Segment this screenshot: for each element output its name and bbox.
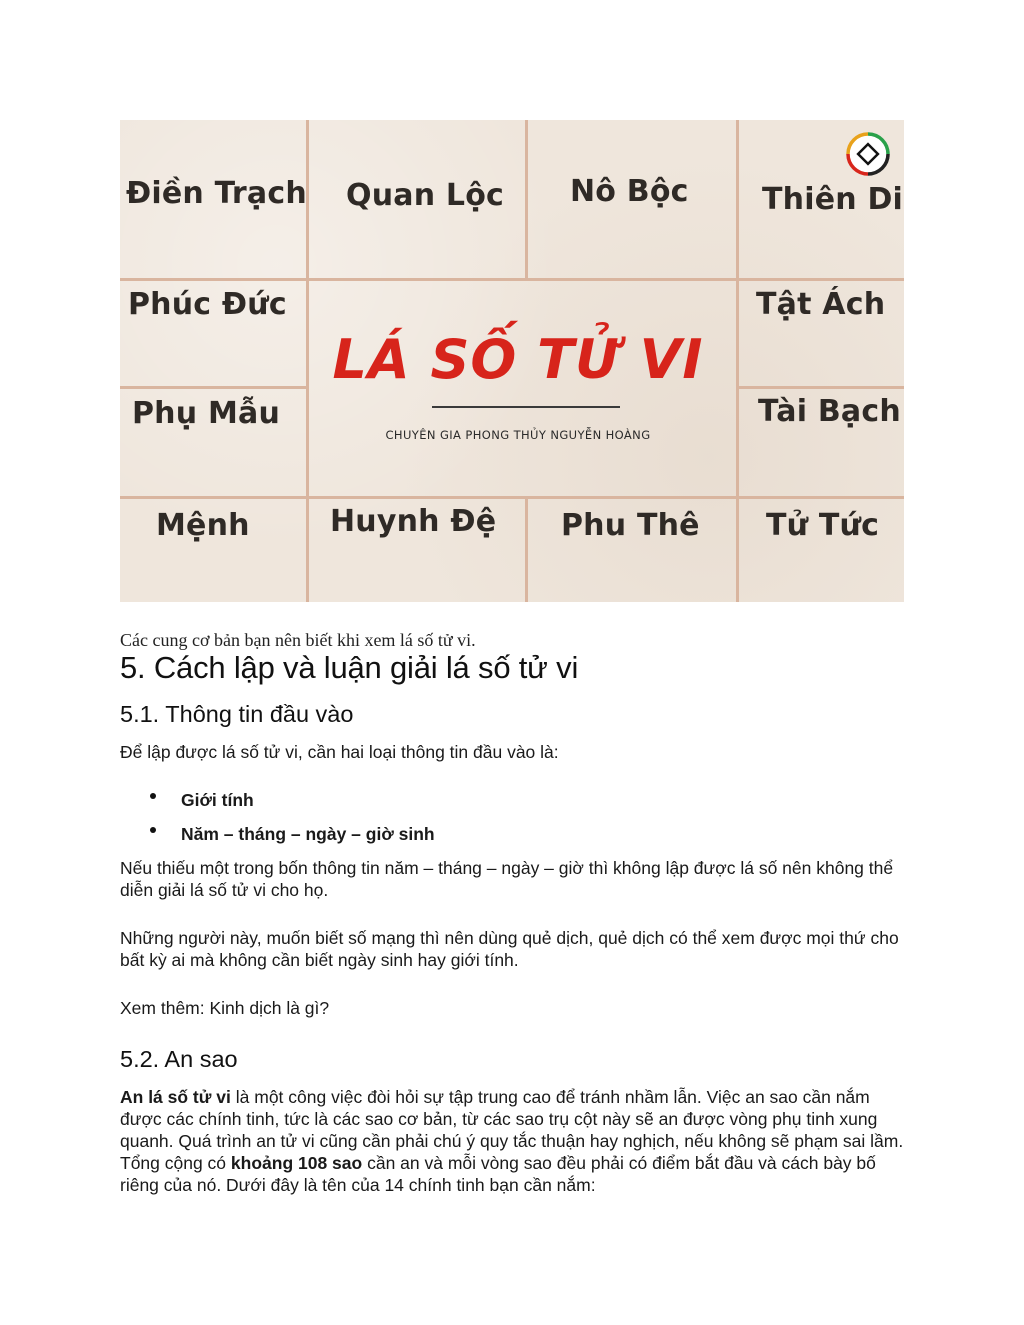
cell-menh: Mệnh (156, 508, 250, 543)
cell-thien-di: Thiên Di (762, 182, 904, 217)
list-item-text: Giới tính (181, 790, 254, 810)
bullet-icon (150, 793, 156, 799)
bullet-icon (150, 827, 156, 833)
section-5-1-heading: 5.1. Thông tin đầu vào (120, 701, 354, 727)
section-5-1-paragraph-2: Những người này, muốn biết số mạng thì nên dùng quẻ dịch, quẻ dịch có thể xem được mọi thứ cho bất kỳ ai mà không cần biết ngày sinh hay giới tính. (120, 928, 899, 970)
section-5-2-heading: 5.2. An sao (120, 1046, 238, 1072)
grid-line (525, 496, 528, 602)
diamond-ring-logo-icon (844, 130, 892, 178)
cell-tat-ach: Tật Ách (756, 287, 886, 322)
tu-vi-chart-image (120, 120, 904, 602)
bold-highlight: khoảng 108 sao (230, 1153, 363, 1173)
cell-quan-loc: Quan Lộc (346, 178, 505, 213)
cell-huynh-de: Huynh Đệ (330, 504, 497, 539)
section-5-1-paragraph-1: Nếu thiếu một trong bốn thông tin năm – tháng – ngày – giờ thì không lập được lá số nên không thể diễn giải lá số tử vi cho họ. (120, 858, 894, 900)
center-divider (432, 406, 620, 408)
cell-phuc-duc: Phúc Đức (128, 287, 287, 322)
grid-line (120, 496, 904, 499)
bold-lead: An lá số tử vi (120, 1087, 231, 1107)
grid-line (120, 386, 308, 389)
grid-line (736, 386, 904, 389)
chart-center-title: LÁ SỐ TỬ VI (332, 328, 704, 391)
section-5-2-paragraph (120, 1086, 910, 1196)
section-5-heading: 5. Cách lập và luận giải lá số tử vi (120, 650, 579, 685)
cell-no-boc: Nô Bộc (570, 174, 689, 209)
figure-caption: Các cung cơ bản bạn nên biết khi xem lá số tử vi. (120, 630, 476, 650)
paragraph-text: là một công việc đòi hỏi sự tập trung cao để tránh nhầm lẫn. Việc an sao cần nắm được các chính tinh, tức là các sao cơ bản, từ các sao trụ cột này sẽ an được vòng phụ tinh xung quanh. Quá trình an tử vi cũng cần phải chú ý quy tắc thuận hay nghịch, nếu không sẽ phạm sai lầm. Tổng cộng có (120, 1087, 904, 1173)
cell-tu-tuc: Tử Tức (766, 508, 880, 543)
cell-tai-bach: Tài Bạch (758, 394, 901, 429)
list-item-text: Năm – tháng – ngày – giờ sinh (181, 824, 435, 844)
cell-phu-mau: Phụ Mẫu (132, 396, 281, 431)
grid-line (120, 278, 904, 281)
chart-center-subtitle: CHUYÊN GIA PHONG THỦY NGUYỄN HOÀNG (385, 428, 651, 442)
grid-line (525, 120, 528, 280)
paragraph-text: cần an và mỗi vòng sao đều phải có điểm bắt đầu và cách bày bố riêng của nó. Dưới đây là tên của 14 chính tinh bạn cần nắm: (120, 1153, 876, 1195)
grid-line (736, 120, 739, 602)
cell-phu-the: Phu Thê (561, 508, 700, 543)
see-also-link[interactable]: Xem thêm: Kinh dịch là gì? (120, 998, 330, 1018)
section-5-1-intro: Để lập được lá số tử vi, cần hai loại thông tin đầu vào là: (120, 742, 559, 762)
cell-dien-trach: Điền Trạch (126, 176, 307, 211)
